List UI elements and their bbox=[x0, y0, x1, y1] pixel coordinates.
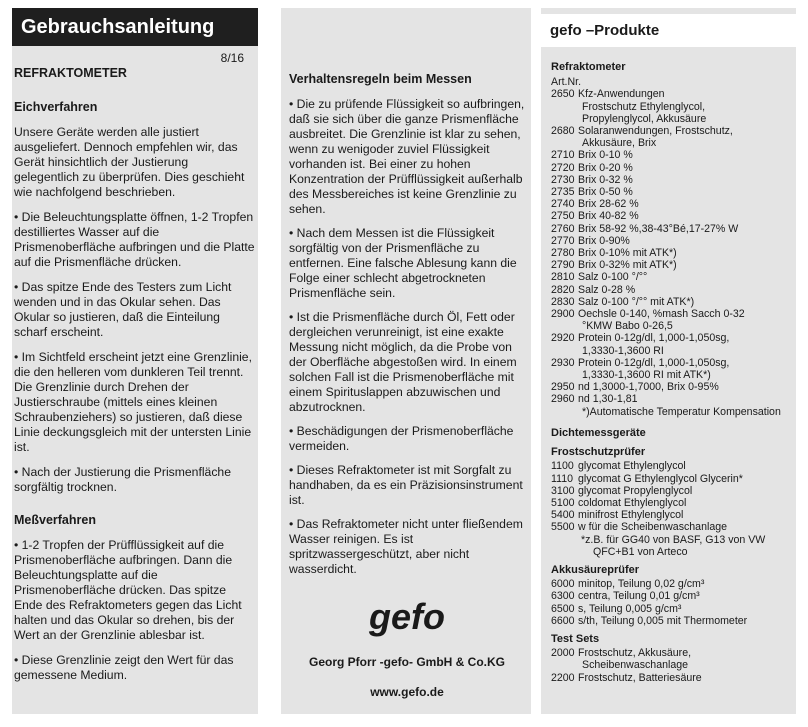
antifreeze-heading: Frostschutzprüfer bbox=[551, 446, 646, 459]
article-number bbox=[551, 320, 578, 332]
test-sets-list bbox=[551, 647, 790, 684]
product-description: Frostschutz, Akkusäure, bbox=[578, 647, 692, 660]
product-row bbox=[551, 460, 790, 472]
product-row bbox=[551, 345, 790, 357]
article-number: 2900 bbox=[551, 308, 575, 321]
product-description: Oechsle 0-140, %mash Sacch 0-32 bbox=[578, 308, 745, 321]
article-number: 5100 bbox=[551, 496, 575, 509]
article-number: 6300 bbox=[551, 590, 575, 603]
article-number: 2920 bbox=[551, 332, 575, 345]
products-header: gefo –Produkte bbox=[541, 14, 796, 47]
product-description: Brix 28-62 % bbox=[578, 198, 639, 211]
rules-paragraph: • Nach dem Messen ist die Flüssigkeit sorgfältig von der Prismenfläche zu entfernen. Eine falsche Ablesung kann die Folge einer schlecht abgetrockneten Prismenfläche sein. bbox=[289, 226, 517, 300]
product-description: Brix 0-10 % bbox=[578, 149, 633, 162]
product-row bbox=[551, 247, 790, 259]
article-number: 2790 bbox=[551, 259, 575, 272]
product-description: Salz 0-100 °/°° bbox=[578, 271, 648, 284]
article-number: 2740 bbox=[551, 198, 575, 211]
article-number: 5500 bbox=[551, 521, 575, 534]
article-number bbox=[551, 345, 578, 357]
calibration-paragraph: • Die Beleuchtungsplatte öffnen, 1-2 Tropfen destilliertes Wasser auf die Prismenoberfläche aufbringen und die Platte auf die Prismenfläche drücken. bbox=[14, 210, 255, 269]
product-row bbox=[551, 162, 790, 174]
product-description: w für die Scheibenwaschanlage bbox=[578, 521, 727, 534]
product-row bbox=[551, 137, 790, 149]
product-row bbox=[551, 320, 790, 332]
product-description: coldomat Ethylenglycol bbox=[578, 496, 687, 509]
product-description: Scheibenwaschanlage bbox=[582, 659, 689, 672]
product-description: centra, Teilung 0,01 g/cm³ bbox=[578, 590, 700, 603]
company-name: Georg Pforr -gefo- GmbH & Co.KG bbox=[309, 655, 505, 669]
gefo-logo-icon bbox=[362, 599, 452, 641]
measurement-heading: Meßverfahren bbox=[14, 513, 96, 527]
rules-column bbox=[281, 8, 531, 714]
article-number: 2950 bbox=[551, 381, 575, 394]
product-description: s, Teilung 0,005 g/cm³ bbox=[578, 602, 682, 615]
article-number: 3100 bbox=[551, 484, 575, 497]
article-number: 2960 bbox=[551, 393, 575, 406]
product-row bbox=[551, 672, 790, 684]
product-description: °KMW Babo 0-26,5 bbox=[582, 320, 673, 333]
article-number: 1110 bbox=[551, 472, 573, 485]
product-description: Frostschutz Ethylenglycol, bbox=[582, 100, 706, 113]
product-description: Brix 0-20 % bbox=[578, 161, 633, 174]
product-description: minifrost Ethylenglycol bbox=[578, 509, 684, 522]
product-row bbox=[551, 235, 790, 247]
refractometer-heading: Refraktometer bbox=[551, 61, 626, 73]
product-row bbox=[551, 308, 790, 320]
manual-header: Gebrauchsanleitung bbox=[12, 8, 258, 46]
products-column bbox=[541, 8, 796, 714]
measurement-paragraph: • 1-2 Tropfen der Prüfflüssigkeit auf die Prismenoberfläche aufbringen. Dann die Beleuchtungsplatte auf die Prismenoberfläche drücken. Das spitze Ende des Refraktometers gegen das Licht halten und das Okular so drehen, bis der Wert an der Grenzlinie ablesbar ist. bbox=[14, 538, 242, 642]
rules-paragraph: • Beschädigungen der Prismenoberfläche vermeiden. bbox=[289, 424, 514, 453]
product-description: Solaranwendungen, Frostschutz, bbox=[578, 125, 733, 138]
article-number: 2680 bbox=[551, 125, 575, 138]
product-row bbox=[551, 473, 790, 485]
product-description: Brix 58-92 %,38-43°Bé,17-27% W bbox=[578, 222, 739, 235]
calibration-paragraph: • Nach der Justierung die Prismenfläche sorgfältig trocknen. bbox=[14, 465, 231, 494]
product-description: minitop, Teilung 0,02 g/cm³ bbox=[578, 578, 705, 591]
article-number: 1100 bbox=[551, 460, 574, 473]
rules-paragraph: • Die zu prüfende Flüssigkeit so aufbringen, daß sie sich über die ganze Prismenfläche ausbreitet. Die Grenzlinie ist klar zu sehen, wenn zu wenigoder zuviel Flüssigkeit vorhanden ist. Bei einer zu hohen Konzentration der Prüfflüssigkeit außerhalb des Messbereiches ist keine Grenzlinie zu sehen. bbox=[289, 97, 525, 216]
product-row bbox=[551, 406, 790, 418]
product-description: Salz 0-100 °/°° mit ATK*) bbox=[578, 295, 695, 308]
article-number: 2930 bbox=[551, 356, 575, 369]
product-row bbox=[551, 509, 790, 521]
article-number: 2650 bbox=[551, 88, 575, 101]
product-row bbox=[551, 590, 790, 602]
article-number: 2750 bbox=[551, 210, 575, 223]
product-row bbox=[551, 210, 790, 222]
article-number: 2760 bbox=[551, 222, 575, 235]
product-description: nd 1,30-1,81 bbox=[578, 393, 638, 406]
article-number: 2720 bbox=[551, 161, 575, 174]
product-description: nd 1,3000-1,7000, Brix 0-95% bbox=[578, 381, 719, 394]
article-number: 6000 bbox=[551, 578, 575, 591]
density-heading: Dichtemessgeräte bbox=[551, 426, 646, 439]
artnr-label: Art.Nr. bbox=[551, 76, 582, 89]
logo-text: gefo bbox=[369, 599, 445, 637]
product-row bbox=[551, 259, 790, 271]
product-description: 1,3330-1,3600 RI mit ATK*) bbox=[582, 369, 711, 382]
product-description: Brix 40-82 % bbox=[578, 210, 639, 223]
product-description: Brix 0-32% mit ATK*) bbox=[578, 259, 677, 272]
antifreeze-note: QFC+B1 von Arteco bbox=[593, 545, 688, 558]
antifreeze-list bbox=[551, 460, 790, 533]
product-row bbox=[551, 125, 790, 137]
measurement-paragraph: • Diese Grenzlinie zeigt den Wert für das gemessene Medium. bbox=[14, 653, 234, 682]
product-row bbox=[551, 647, 790, 659]
test-sets-heading: Test Sets bbox=[551, 632, 600, 645]
product-row bbox=[551, 174, 790, 186]
article-number bbox=[551, 137, 578, 149]
product-row bbox=[551, 284, 790, 296]
product-row bbox=[551, 186, 790, 198]
product-row bbox=[551, 296, 790, 308]
article-number bbox=[551, 113, 578, 125]
product-row bbox=[551, 603, 790, 615]
article-number: 2780 bbox=[551, 247, 575, 260]
product-row bbox=[551, 88, 790, 100]
product-row bbox=[551, 615, 790, 627]
instructions-column bbox=[12, 8, 258, 714]
battery-heading: Akkusäureprüfer bbox=[551, 563, 640, 576]
article-number: 2000 bbox=[551, 647, 575, 660]
product-description: Frostschutz, Batteriesäure bbox=[578, 671, 702, 684]
article-number bbox=[551, 406, 578, 418]
product-row bbox=[551, 381, 790, 393]
product-row bbox=[551, 485, 790, 497]
article-number: 2770 bbox=[551, 234, 575, 247]
article-number: 2730 bbox=[551, 173, 575, 186]
product-row bbox=[551, 578, 790, 590]
product-row bbox=[551, 149, 790, 161]
product-description: Protein 0-12g/dl, 1,000-1,050sg, bbox=[578, 332, 730, 345]
article-number: 6500 bbox=[551, 602, 575, 615]
product-row bbox=[551, 497, 790, 509]
product-row bbox=[551, 332, 790, 344]
product-row bbox=[551, 521, 790, 533]
product-description: Brix 0-10% mit ATK*) bbox=[578, 247, 677, 260]
article-number: 2710 bbox=[551, 149, 575, 162]
rules-paragraph: • Ist die Prismenfläche durch Öl, Fett oder dergleichen verunreinigt, ist eine exakte Messung nicht möglich, da die Probe von der Oberfläche abgestoßen wird. In einem solchen Fall ist die Prismenoberfläche mit einem Spirituslappen abzuwischen und abzutrocknen. bbox=[289, 310, 517, 414]
article-number: 2810 bbox=[551, 271, 575, 284]
product-description: Brix 0-32 % bbox=[578, 173, 633, 186]
calibration-heading: Eichverfahren bbox=[14, 100, 98, 114]
product-description: s/th, Teilung 0,005 mit Thermometer bbox=[578, 614, 748, 627]
product-description: glycomat G Ethylenglycol Glycerin* bbox=[578, 472, 743, 485]
product-description: Akkusäure, Brix bbox=[582, 137, 657, 150]
product-row bbox=[551, 271, 790, 283]
product-description: glycomat Propylenglycol bbox=[578, 484, 693, 497]
page-number: 8/16 bbox=[220, 51, 244, 65]
refractometer-list bbox=[551, 88, 790, 417]
product-row bbox=[551, 113, 790, 125]
product-description: Protein 0-12g/dl, 1,000-1,050sg, bbox=[578, 356, 730, 369]
antifreeze-note: *z.B. für GG40 von BASF, G13 von VW bbox=[581, 533, 766, 546]
calibration-paragraph: • Im Sichtfeld erscheint jetzt eine Grenzlinie, die den helleren vom dunkleren Teil trennt. Die Grenzlinie durch Drehen der Justierschraube (mittels eines kleinen Schraubenziehers) so justieren, daß diese Linie deckungsgleich mit der untersten Linie ist. bbox=[14, 350, 252, 454]
product-description: Kfz-Anwendungen bbox=[578, 88, 665, 101]
website-link[interactable]: www.gefo.de bbox=[370, 685, 444, 699]
article-number bbox=[551, 659, 578, 671]
article-number bbox=[551, 101, 578, 113]
calibration-paragraph: • Das spitze Ende des Testers zum Licht wenden und in das Okular sehen. Das Okular so justieren, daß die Einteilung scharf erscheint. bbox=[14, 280, 232, 339]
product-row bbox=[551, 357, 790, 369]
article-number: 6600 bbox=[551, 614, 575, 627]
rules-paragraph: • Das Refraktometer nicht unter fließendem Wasser reinigen. Es ist spritzwassergeschützt, aber nicht wasserdicht. bbox=[289, 517, 523, 576]
rules-heading: Verhaltensregeln beim Messen bbox=[289, 72, 472, 86]
product-description: 1,3330-1,3600 RI bbox=[582, 344, 664, 357]
product-row bbox=[551, 198, 790, 210]
rules-paragraph: • Dieses Refraktometer ist mit Sorgfalt zu handhaben, da es ein Präzisionsinstrument ist. bbox=[289, 463, 523, 507]
battery-tester-list bbox=[551, 578, 790, 627]
article-number bbox=[551, 369, 578, 381]
product-row bbox=[551, 369, 790, 381]
product-row bbox=[551, 393, 790, 405]
product-description: Salz 0-28 % bbox=[578, 283, 636, 296]
article-number: 5400 bbox=[551, 509, 575, 522]
article-number: 2830 bbox=[551, 295, 575, 308]
product-description: *)Automatische Temperatur Kompensation bbox=[582, 405, 781, 418]
calibration-paragraph: Unsere Geräte werden alle justiert ausgeliefert. Dennoch empfehlen wir, das Gerät hinsichtlich der Justierung gelegentlich zu überprüfen. Dies geschieht wie nachfolgend beschrieben. bbox=[14, 125, 245, 199]
product-description: Brix 0-90% bbox=[578, 234, 630, 247]
article-number: 2735 bbox=[551, 186, 575, 199]
product-description: Brix 0-50 % bbox=[578, 186, 633, 199]
product-description: glycomat Ethylenglycol bbox=[578, 460, 686, 473]
product-row bbox=[551, 659, 790, 671]
product-row bbox=[551, 101, 790, 113]
gefo-logo bbox=[289, 599, 525, 645]
product-row bbox=[551, 223, 790, 235]
article-number: 2820 bbox=[551, 283, 575, 296]
article-number: 2200 bbox=[551, 671, 575, 684]
product-description: Propylenglycol, Akkusäure bbox=[582, 112, 707, 125]
doc-title: REFRAKTOMETER bbox=[14, 66, 127, 80]
